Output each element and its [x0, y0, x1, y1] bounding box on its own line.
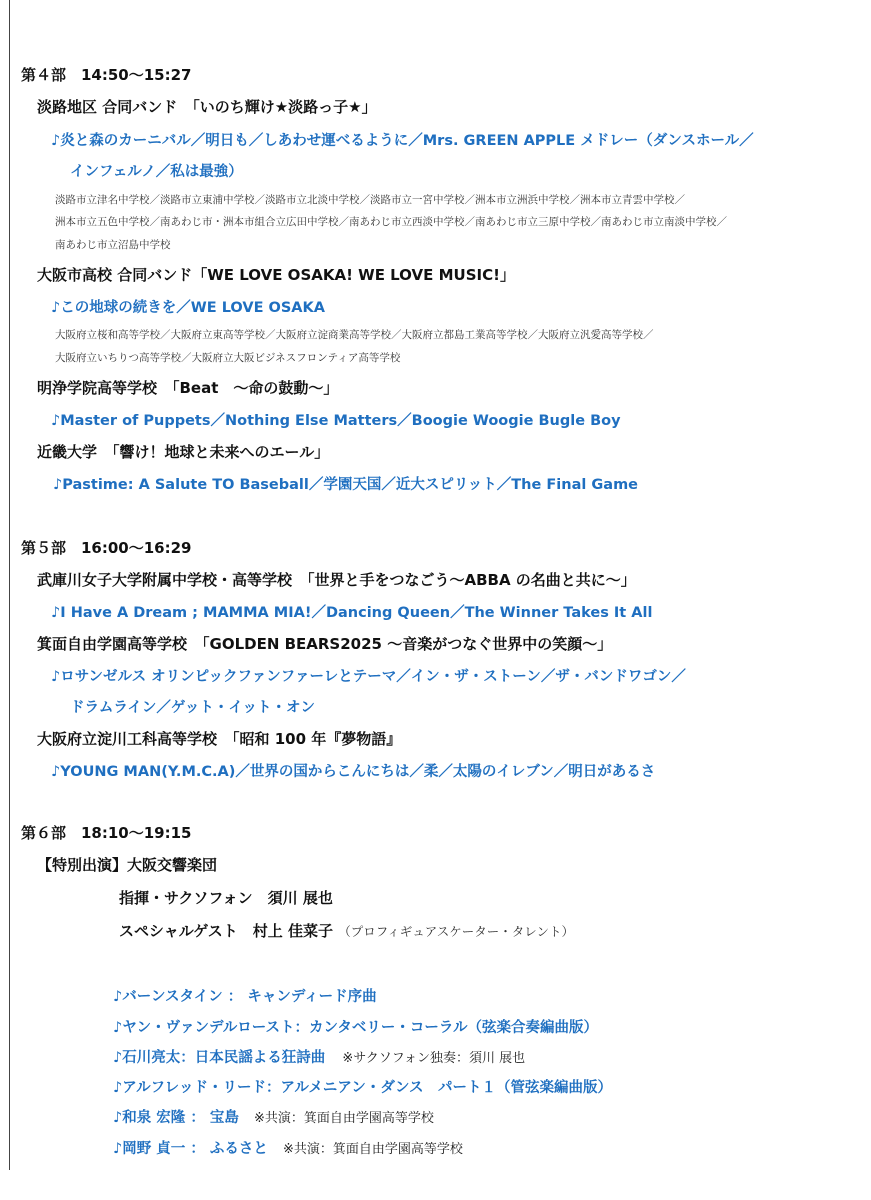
schools-awaji-line2: 洲本市立五色中学校／南あわじ市・洲本市組合立広田中学校／南あわじ市立西淡中学校／南あわじ市立三原中学校／南あわじ市立南淡中学校／ [55, 216, 727, 228]
program-title: ♪和泉 宏隆 ： 宝島 [113, 1110, 239, 1126]
program-title: ♪バーンスタイン ： キャンディード序曲 [113, 989, 377, 1005]
program-note: ※サクソフォン独奏：須川 展也 [342, 1051, 526, 1066]
program-item [113, 1016, 598, 1037]
songs-kindai: ♪Pastime: A Salute TO Baseball／学園天国／近大スピリット／The Final Game [53, 477, 639, 493]
program-item [113, 1106, 434, 1127]
band-title-kindai: 近畿大学 「響け！地球と未来へのエール」 [37, 443, 330, 461]
songs-minoh-line1: ♪ロサンゼルス オリンピックファンファーレとテーマ／イン・ザ・ストーン／ザ・バンドワゴン／ [51, 669, 686, 685]
special-guest-name: スペシャルゲスト 村上 佳菜子 [119, 922, 334, 940]
band-title-osaka-city: 大阪市高校 合同バンド「WE LOVE OSAKA! WE LOVE MUSIC!」 [37, 266, 515, 284]
program-note: ※共演：箕面自由学園高等学校 [282, 1142, 463, 1157]
band-title-minoh: 箕面自由学園高等学校 「GOLDEN BEARS2025 〜音楽がつなぐ世界中の笑顔〜」 [37, 635, 613, 653]
schools-osaka-line1: 大阪府立桜和高等学校／大阪府立東高等学校／大阪府立淀商業高等学校／大阪府立都島工業高等学校／大阪府立汎愛高等学校／ [55, 329, 654, 341]
part4-header: 第４部 14:50〜15:27 [21, 66, 192, 84]
songs-minoh-line2: ドラムライン／ゲット・イット・オン [70, 700, 316, 716]
program-item [113, 1046, 525, 1067]
left-border-line [9, 0, 10, 1170]
program-item [113, 985, 377, 1006]
part6-header: 第６部 18:10〜19:15 [21, 824, 192, 842]
program-title: ♪石川亮太：日本民謡よる狂詩曲 [113, 1050, 326, 1066]
songs-meijo: ♪Master of Puppets／Nothing Else Matters／Boogie Woogie Bugle Boy [51, 413, 621, 429]
songs-awaji-line2: インフェルノ／私は最強） [70, 164, 243, 180]
songs-osaka-city: ♪この地球の続きを／WE LOVE OSAKA [51, 300, 325, 316]
schools-osaka-line2: 大阪府立いちりつ高等学校／大阪府立大阪ビジネスフロンティア高等学校 [55, 352, 401, 364]
program-title: ♪アルフレッド・リード：アルメニアン・ダンス パート１（管弦楽編曲版） [113, 1080, 613, 1096]
conductor-line: 指揮・サクソフォン 須川 展也 [119, 889, 333, 907]
special-guest-note: （プロフィギュアスケーター・タレント） [338, 924, 574, 939]
songs-yodogawa: ♪YOUNG MAN(Y.M.C.A)／世界の国からこんにちは／柔／太陽のイレブン／明日があるさ [51, 764, 656, 780]
special-guest-orchestra: 【特別出演】大阪交響楽団 [37, 856, 218, 874]
part5-header: 第５部 16:00〜16:29 [21, 539, 192, 557]
special-guest-line [119, 920, 574, 941]
band-title-yodogawa: 大阪府立淀川工科高等学校 「昭和 100 年『夢物語』 [37, 730, 402, 748]
band-title-awaji: 淡路地区 合同バンド 「いのち輝け★淡路っ子★」 [37, 98, 377, 116]
program-title: ♪岡野 貞一 ： ふるさと [113, 1141, 268, 1157]
program-item [113, 1137, 463, 1158]
schools-awaji-line3: 南あわじ市立沼島中学校 [55, 239, 171, 251]
songs-awaji-line1: ♪炎と森のカーニバル／明日も／しあわせ運べるように／Mrs. GREEN APPLE メドレー（ダンスホール／ [51, 133, 754, 149]
schools-awaji-line1: 淡路市立津名中学校／淡路市立東浦中学校／淡路市立北淡中学校／淡路市立一宮中学校／洲本市立洲浜中学校／洲本市立青雲中学校／ [55, 194, 685, 206]
band-title-mukogawa: 武庫川女子大学附属中学校・高等学校 「世界と手をつなごう〜ABBA の名曲と共に〜」 [37, 571, 636, 589]
program-title: ♪ヤン・ヴァンデルロースト：カンタベリー・コーラル（弦楽合奏編曲版） [113, 1020, 598, 1036]
band-title-meijo: 明浄学院高等学校 「Beat 〜命の鼓動〜」 [37, 379, 339, 397]
songs-mukogawa: ♪I Have A Dream ; MAMMA MIA!／Dancing Queen／The Winner Takes It All [51, 605, 653, 621]
program-note: ※共演：箕面自由学園高等学校 [253, 1111, 434, 1126]
program-item [113, 1076, 612, 1097]
